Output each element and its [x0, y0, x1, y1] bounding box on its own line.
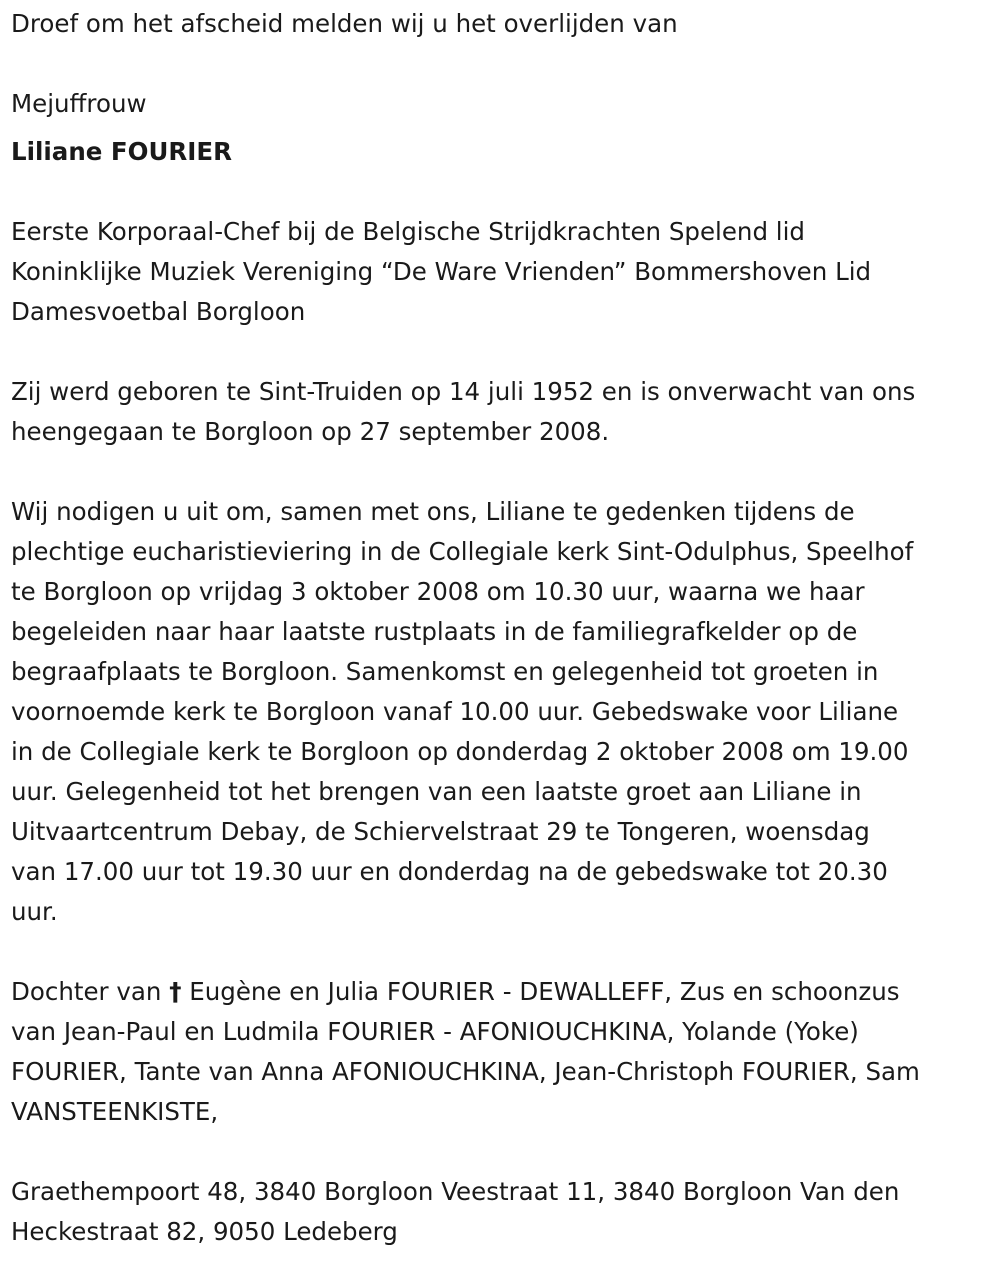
ceremony-line: uur.: [11, 897, 58, 926]
ceremony-line: in de Collegiale kerk te Borgloon op donderdag 2 oktober 2008 om 19.00: [11, 737, 909, 766]
cross-icon: †: [169, 977, 182, 1006]
addresses-paragraph: [11, 1172, 993, 1252]
roles-line: Koninklijke Muziek Vereniging “De Ware Vrienden” Bommershoven Lid: [11, 257, 872, 286]
ceremony-line: uur. Gelegenheid tot het brengen van een laatste groet aan Liliane in: [11, 777, 862, 806]
roles-line: Eerste Korporaal-Chef bij de Belgische Strijdkrachten Spelend lid: [11, 217, 805, 246]
ceremony-line: begraafplaats te Borgloon. Samenkomst en gelegenheid tot groeten in: [11, 657, 879, 686]
deceased-name: Liliane FOURIER: [11, 137, 232, 166]
ceremony-line: begeleiden naar haar laatste rustplaats in de familiegrafkelder op de: [11, 617, 858, 646]
ceremony-line: Wij nodigen u uit om, samen met ons, Liliane te gedenken tijdens de: [11, 497, 855, 526]
birth-paragraph: [11, 372, 993, 452]
ceremony-line: van 17.00 uur tot 19.30 uur en donderdag na de gebedswake tot 20.30: [11, 857, 888, 886]
death-notice: [11, 4, 993, 1252]
family-line: VANSTEENKISTE,: [11, 1097, 219, 1126]
ceremony-line: voornoemde kerk te Borgloon vanaf 10.00 uur. Gebedswake voor Liliane: [11, 697, 899, 726]
family-line-text: Eugène en Julia FOURIER - DEWALLEFF, Zus en schoonzus: [181, 977, 900, 1006]
ceremony-paragraph: [11, 492, 993, 932]
intro-text: Droef om het afscheid melden wij u het overlijden van: [11, 9, 678, 38]
family-line: FOURIER, Tante van Anna AFONIOUCHKINA, Jean-Christoph FOURIER, Sam: [11, 1057, 920, 1086]
ceremony-line: plechtige eucharistieviering in de Collegiale kerk Sint-Odulphus, Speelhof: [11, 537, 914, 566]
roles-paragraph: [11, 212, 993, 332]
address-line: Graethempoort 48, 3840 Borgloon Veestraat 11, 3840 Borgloon Van den: [11, 1177, 900, 1206]
roles-line: Damesvoetbal Borgloon: [11, 297, 306, 326]
family-paragraph: [11, 972, 993, 1132]
ceremony-line: Uitvaartcentrum Debay, de Schiervelstraat 29 te Tongeren, woensdag: [11, 817, 870, 846]
family-prefix: Dochter van: [11, 977, 170, 1006]
birth-line: heengegaan te Borgloon op 27 september 2008.: [11, 417, 610, 446]
birth-line: Zij werd geboren te Sint-Truiden op 14 juli 1952 en is onverwacht van ons: [11, 377, 916, 406]
family-line: van Jean-Paul en Ludmila FOURIER - AFONIOUCHKINA, Yolande (Yoke): [11, 1017, 859, 1046]
salutation: Mejuffrouw: [11, 89, 147, 118]
family-line: [11, 972, 993, 1012]
address-line: Heckestraat 82, 9050 Ledeberg: [11, 1217, 398, 1246]
ceremony-line: te Borgloon op vrijdag 3 oktober 2008 om 10.30 uur, waarna we haar: [11, 577, 865, 606]
